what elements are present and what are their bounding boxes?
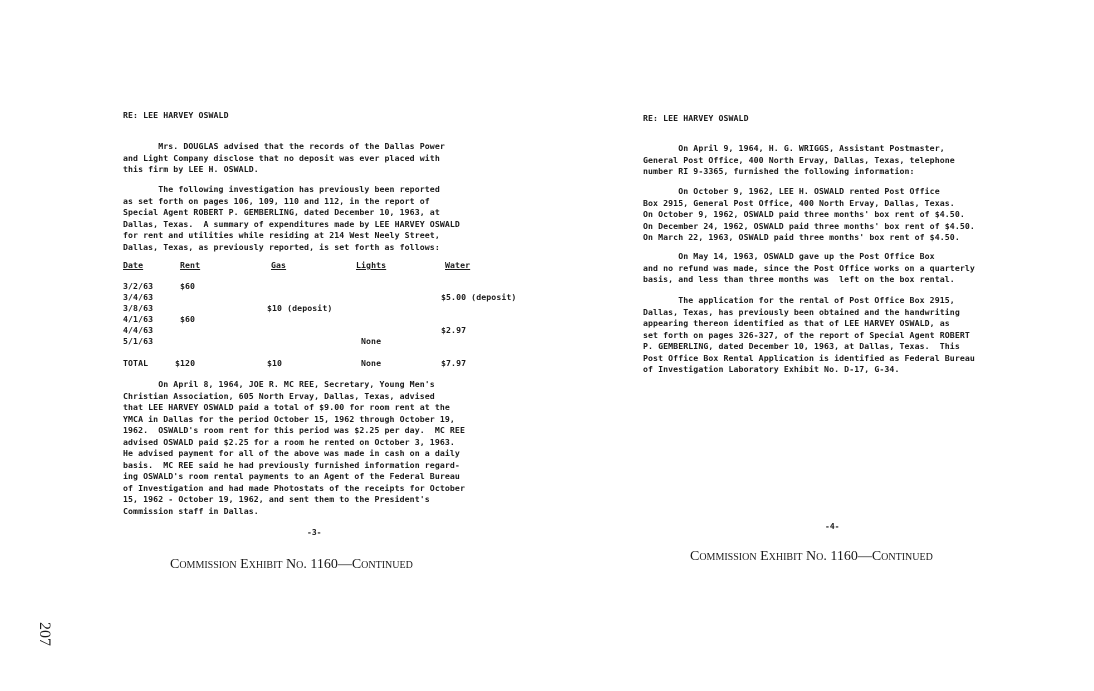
text-line: Dallas, Texas, has previously been obtained and the handwriting: [643, 306, 960, 317]
text-line: On April 8, 1964, JOE R. MC REE, Secretary, Young Men's: [123, 379, 435, 389]
table-cell-date: 4/1/63: [123, 314, 154, 324]
table-header-gas: Gas: [271, 260, 287, 270]
text-line: basis, and less than three months was left on the box rental.: [643, 274, 955, 284]
text-line: On March 22, 1963, OSWALD paid three months' box rent of $4.50.: [643, 232, 960, 242]
table-cell-date: 3/2/63: [123, 281, 154, 291]
text-line: On October 9, 1962, OSWALD paid three months' box rent of $4.50.: [643, 209, 965, 219]
text-line: On April 9, 1964, H. G. WRIGGS, Assistant Postmaster,: [643, 143, 945, 153]
left-caption: Commission Exhibit No. 1160—Continued: [170, 557, 413, 572]
table-cell-water: $5.00 (deposit): [441, 292, 517, 302]
text-line: On October 9, 1962, LEE H. OSWALD rented Post Office: [643, 186, 940, 196]
left-para-3: [123, 379, 465, 517]
text-line: and Light Company disclose that no deposit was ever placed with: [123, 152, 440, 163]
table-cell-date: 3/4/63: [123, 292, 154, 302]
text-line: as set forth on pages 106, 109, 110 and 112, in the report of: [123, 195, 430, 206]
text-line: appearing thereon identified as that of LEE HARVEY OSWALD, as: [643, 318, 950, 328]
text-line: of Investigation and had made Photostats of the receipts for October: [123, 482, 465, 493]
table-cell-rent: $60: [180, 314, 196, 324]
text-line: Christian Association, 605 North Ervay, Dallas, Texas, advised: [123, 390, 435, 401]
text-line: YMCA in Dallas for the period October 15, 1962 through October 19,: [123, 413, 455, 424]
total-water: $7.97: [441, 358, 467, 368]
table-header-rent: Rent: [180, 260, 201, 270]
text-line: Special Agent ROBERT P. GEMBERLING, dated December 10, 1963, at: [123, 207, 440, 217]
text-line: of Investigation Laboratory Exhibit No. D-17, G-34.: [643, 364, 900, 374]
right-page-number: -4-: [825, 522, 840, 531]
table-cell-lights: None: [361, 336, 382, 346]
text-line: basis. MC REE said he had previously furnished information regard-: [123, 459, 460, 470]
text-line: 15, 1962 - October 19, 1962, and sent them to the President's: [123, 494, 430, 504]
table-cell-rent: $60: [180, 281, 196, 291]
text-line: set forth on pages 326-327, of the report of Special Agent ROBERT: [643, 329, 970, 340]
text-line: He advised payment for all of the above was made in cash on a daily: [123, 448, 460, 458]
text-line: The application for the rental of Post Office Box 2915,: [643, 295, 955, 305]
text-line: Dallas, Texas. A summary of expenditures made by LEE HARVEY OSWALD: [123, 218, 460, 229]
table-cell-date: 5/1/63: [123, 336, 154, 346]
left-para-1: [123, 141, 445, 176]
text-line: General Post Office, 400 North Ervay, Dallas, Texas, telephone: [643, 154, 955, 165]
text-line: number RI 9-3365, furnished the following information:: [643, 166, 915, 176]
expenditure-table: [123, 260, 543, 375]
text-line: that LEE HARVEY OSWALD paid a total of $9.00 for room rent at the: [123, 402, 450, 412]
text-line: Mrs. DOUGLAS advised that the records of the Dallas Power: [123, 141, 445, 151]
text-line: Box 2915, General Post Office, 400 North Ervay, Dallas, Texas.: [643, 197, 955, 208]
right-caption: Commission Exhibit No. 1160—Continued: [690, 549, 933, 564]
total-label: TOTAL: [123, 358, 149, 368]
text-line: ing OSWALD's room rental payments to an Agent of the Federal Bureau: [123, 471, 460, 481]
table-cell-date: 4/4/63: [123, 325, 154, 335]
right-para-1: [643, 143, 955, 178]
total-rent: $120: [175, 358, 196, 368]
text-line: Post Office Box Rental Application is identified as Federal Bureau: [643, 352, 975, 363]
text-line: On May 14, 1963, OSWALD gave up the Post Office Box: [643, 251, 935, 261]
text-line: Dallas, Texas, as previously reported, is set forth as follows:: [123, 241, 440, 252]
table-header-date: Date: [123, 260, 144, 270]
right-header: RE: LEE HARVEY OSWALD: [643, 113, 749, 123]
text-line: P. GEMBERLING, dated December 10, 1963, at Dallas, Texas. This: [643, 341, 960, 351]
total-gas: $10: [267, 358, 283, 368]
table-cell-water: $2.97: [441, 325, 467, 335]
side-page-number: 207: [36, 622, 53, 646]
table-cell-gas: $10 (deposit): [267, 303, 333, 313]
right-para-4: [643, 295, 975, 376]
total-lights: None: [361, 358, 382, 368]
text-line: and no refund was made, since the Post Office works on a quarterly: [643, 262, 975, 273]
left-page-number: -3-: [307, 528, 322, 537]
right-para-3: [643, 251, 975, 286]
text-line: this firm by LEE H. OSWALD.: [123, 164, 259, 174]
left-header: RE: LEE HARVEY OSWALD: [123, 110, 229, 120]
table-header-water: Water: [445, 260, 471, 270]
right-para-2: [643, 186, 975, 244]
table-header-lights: Lights: [356, 260, 387, 270]
left-para-2: [123, 184, 460, 253]
text-line: advised OSWALD paid $2.25 for a room he rented on October 3, 1963.: [123, 436, 455, 447]
text-line: The following investigation has previously been reported: [123, 184, 440, 194]
text-line: Commission staff in Dallas.: [123, 505, 259, 516]
text-line: On December 24, 1962, OSWALD paid three months' box rent of $4.50.: [643, 220, 975, 231]
table-cell-date: 3/8/63: [123, 303, 154, 313]
text-line: 1962. OSWALD's room rent for this period was $2.25 per day. MC REE: [123, 425, 465, 435]
text-line: for rent and utilities while residing at 214 West Neely Street,: [123, 230, 440, 240]
